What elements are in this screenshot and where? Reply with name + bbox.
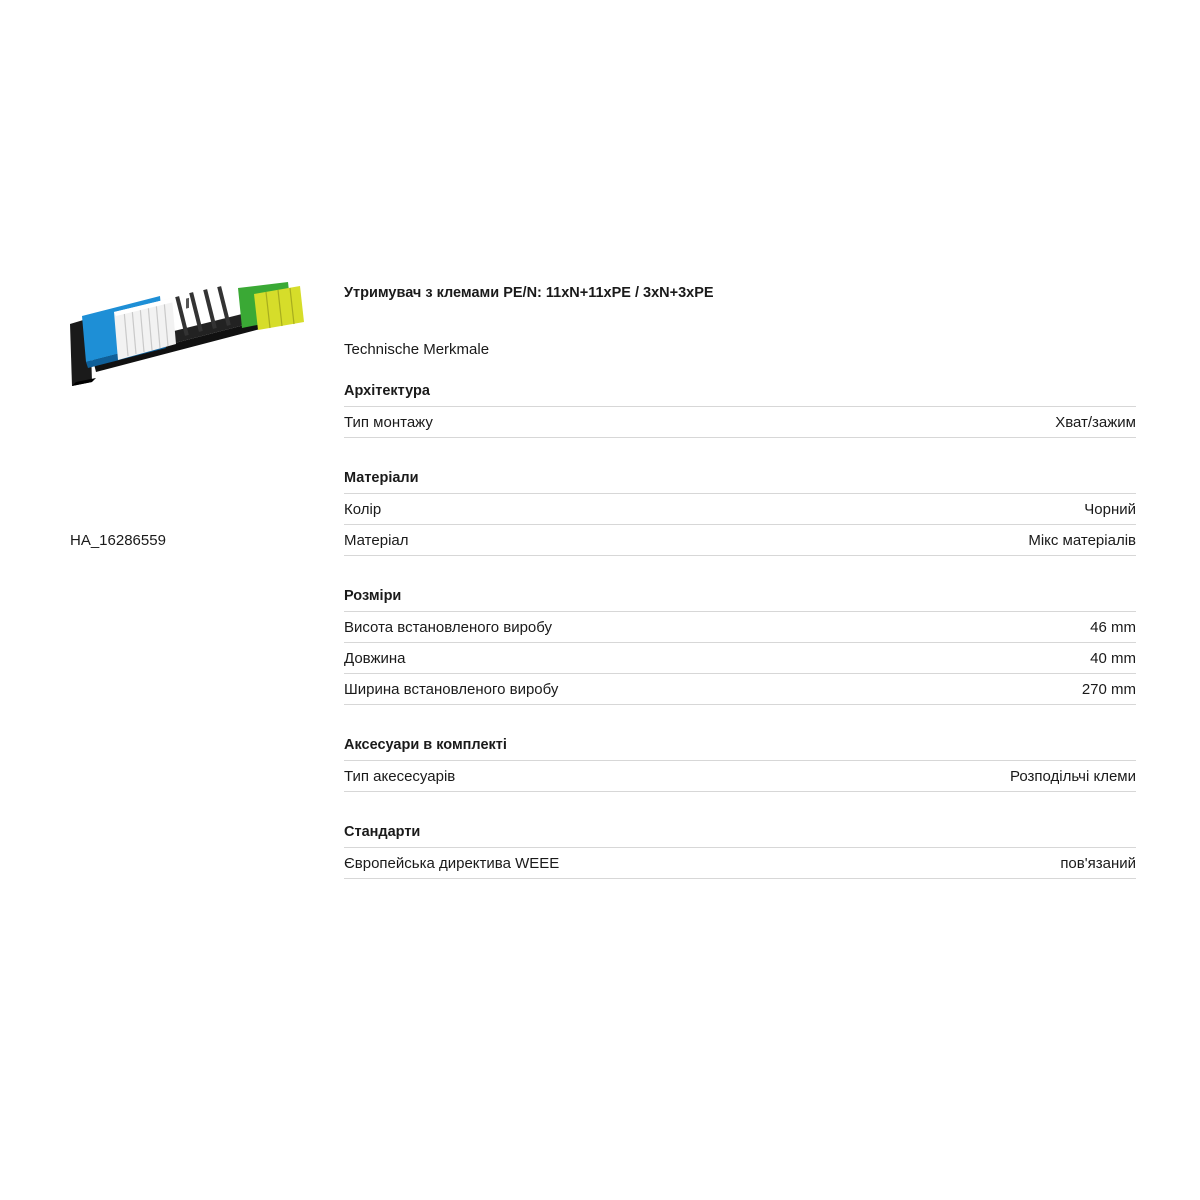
- section-heading: Стандарти: [344, 821, 1136, 848]
- spec-value: Мікс матеріалів: [1028, 532, 1136, 549]
- spec-row: [344, 763, 1136, 792]
- spec-content: [344, 282, 1136, 879]
- spec-row: [344, 409, 1136, 438]
- product-title: Утримувач з клемами PE/N: 11xN+11xPE / 3xN+3xPE: [344, 285, 714, 301]
- section-heading: Матеріали: [344, 467, 1136, 494]
- section-accessories: [344, 734, 1136, 792]
- spec-value: 270 mm: [1081, 681, 1136, 698]
- section-standards: [344, 821, 1136, 879]
- spec-label: Європейська директива WEEE: [344, 855, 560, 872]
- spec-value: 40 mm: [1090, 650, 1136, 667]
- spec-label: Довжина: [344, 650, 406, 667]
- spec-row: [344, 850, 1136, 879]
- section-heading: Архітектура: [344, 380, 1136, 407]
- product-image: [68, 282, 314, 386]
- spec-value: 46 mm: [1090, 619, 1136, 636]
- spec-label: Тип акесесуарів: [344, 768, 456, 785]
- section-architecture: [344, 380, 1136, 438]
- section-heading: Аксесуари в комплекті: [344, 734, 1136, 761]
- section-materials: [344, 467, 1136, 556]
- spec-value: Хват/зажим: [1055, 414, 1136, 431]
- spec-value: пов'язаний: [1060, 855, 1136, 872]
- spec-label: Колір: [344, 501, 382, 518]
- spec-row: [344, 614, 1136, 643]
- spec-value: Чорний: [1084, 501, 1136, 518]
- spec-label: Тип монтажу: [344, 414, 433, 431]
- spec-row: [344, 676, 1136, 705]
- spec-row: [344, 645, 1136, 674]
- spec-label: Матеріал: [344, 532, 409, 549]
- spec-label: Висота встановленого виробу: [344, 619, 553, 636]
- terminal-holder-illustration: [68, 282, 314, 386]
- section-heading: Розміри: [344, 585, 1136, 612]
- product-code: HA_16286559: [70, 532, 166, 549]
- spec-value: Розподільчі клеми: [1009, 768, 1136, 785]
- section-dimensions: [344, 585, 1136, 705]
- spec-row: [344, 496, 1136, 525]
- technical-features-subtitle: Technische Merkmale: [344, 341, 490, 358]
- spec-label: Ширина встановленого виробу: [344, 681, 559, 698]
- spec-row: [344, 527, 1136, 556]
